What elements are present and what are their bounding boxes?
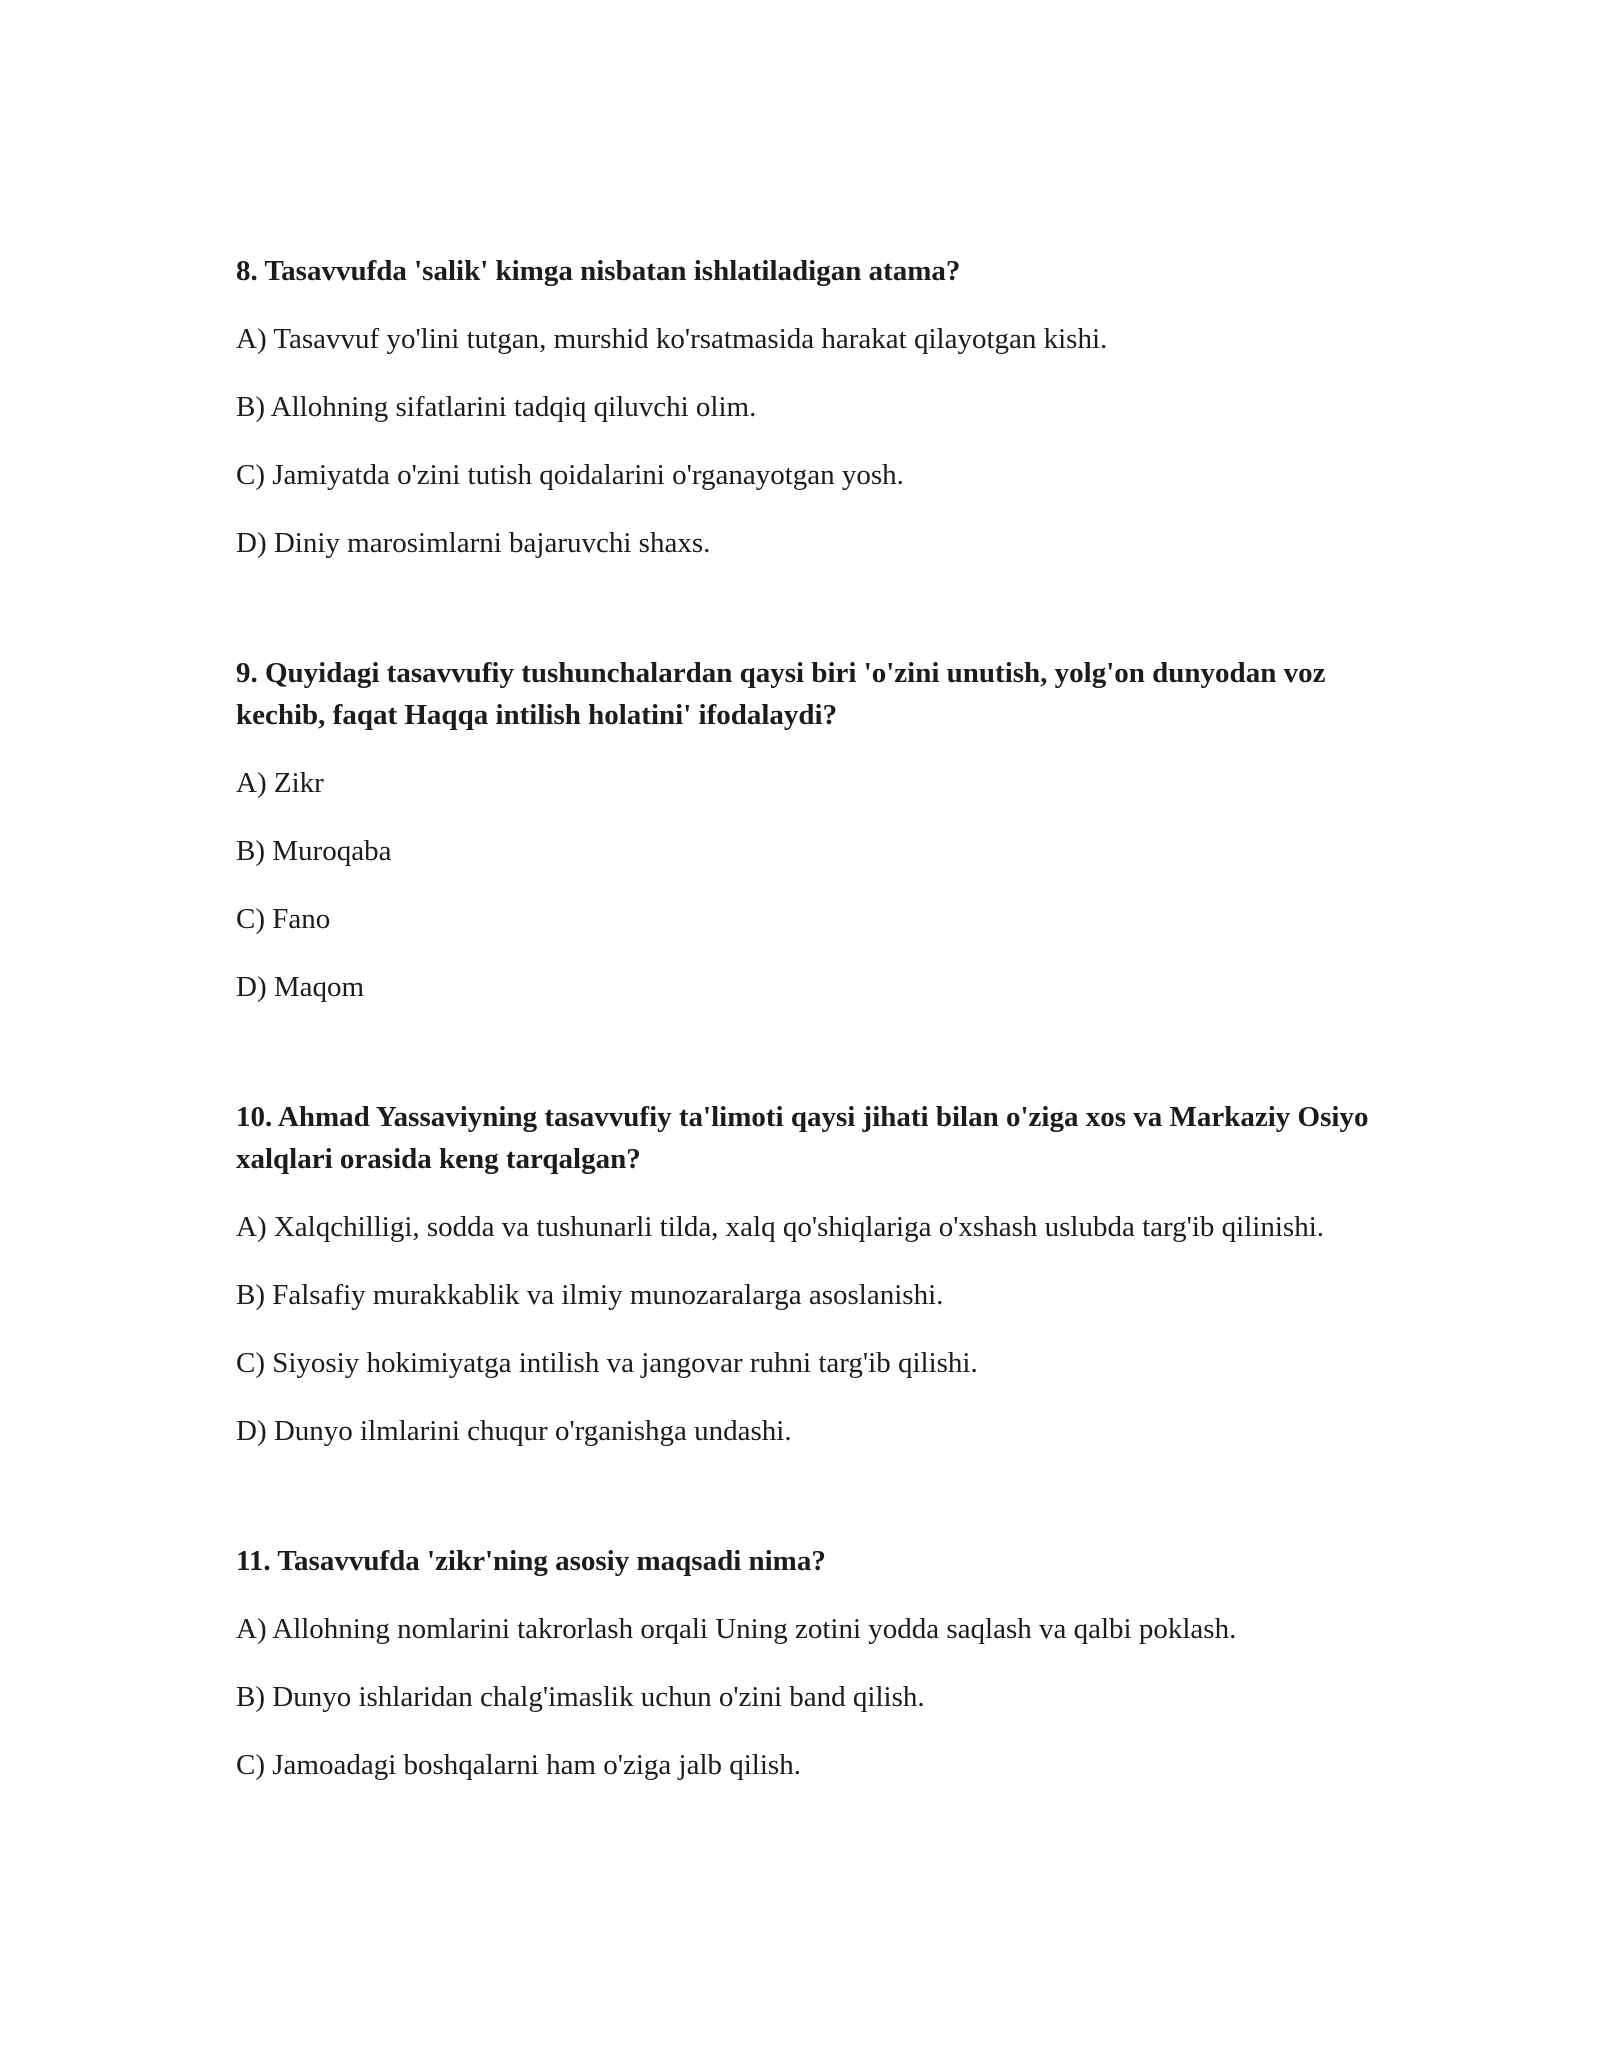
question-text: 9. Quyidagi tasavvufiy tushunchalardan qaysi biri 'o'zini unutish, yolg'on dunyodan voz kechib, faqat Haqqa intilish holatini' ifodalaydi? <box>236 657 1326 731</box>
answer-option-b: B) Dunyo ishlaridan chalg'imaslik uchun o'zini band qilish. <box>236 1681 925 1713</box>
answer-option-b: B) Muroqaba <box>236 835 392 867</box>
question-9 <box>236 652 1376 1008</box>
question-text: 8. Tasavvufda 'salik' kimga nisbatan ishlatiladigan atama? <box>236 255 961 287</box>
answer-option-d: D) Diniy marosimlarni bajaruvchi shaxs. <box>236 527 711 559</box>
answer-option-c: C) Siyosiy hokimiyatga intilish va jangovar ruhni targ'ib qilishi. <box>236 1347 978 1379</box>
answer-option-a: A) Xalqchilligi, sodda va tushunarli tilda, xalq qo'shiqlariga o'xshash uslubda targ'ib qilinishi. <box>236 1211 1324 1243</box>
question-10 <box>236 1096 1376 1452</box>
answer-option-d: D) Maqom <box>236 971 365 1003</box>
document-page <box>236 250 1376 1786</box>
question-11 <box>236 1540 1376 1786</box>
answer-option-c: C) Fano <box>236 903 331 935</box>
question-8 <box>236 250 1376 564</box>
answer-option-b: B) Falsafiy murakkablik va ilmiy munozaralarga asoslanishi. <box>236 1279 944 1311</box>
question-text: 11. Tasavvufda 'zikr'ning asosiy maqsadi nima? <box>236 1545 826 1577</box>
answer-option-a: A) Zikr <box>236 767 324 799</box>
answer-option-b: B) Allohning sifatlarini tadqiq qiluvchi olim. <box>236 391 757 423</box>
question-text: 10. Ahmad Yassaviyning tasavvufiy ta'limoti qaysi jihati bilan o'ziga xos va Markaziy Osiyo xalqlari orasida keng tarqalgan? <box>236 1101 1369 1175</box>
answer-option-a: A) Tasavvuf yo'lini tutgan, murshid ko'rsatmasida harakat qilayotgan kishi. <box>236 323 1108 355</box>
answer-option-d: D) Dunyo ilmlarini chuqur o'rganishga undashi. <box>236 1415 792 1447</box>
answer-option-c: C) Jamiyatda o'zini tutish qoidalarini o'rganayotgan yosh. <box>236 459 904 491</box>
answer-option-c: C) Jamoadagi boshqalarni ham o'ziga jalb qilish. <box>236 1749 801 1781</box>
answer-option-a: A) Allohning nomlarini takrorlash orqali Uning zotini yodda saqlash va qalbi poklash. <box>236 1613 1237 1645</box>
